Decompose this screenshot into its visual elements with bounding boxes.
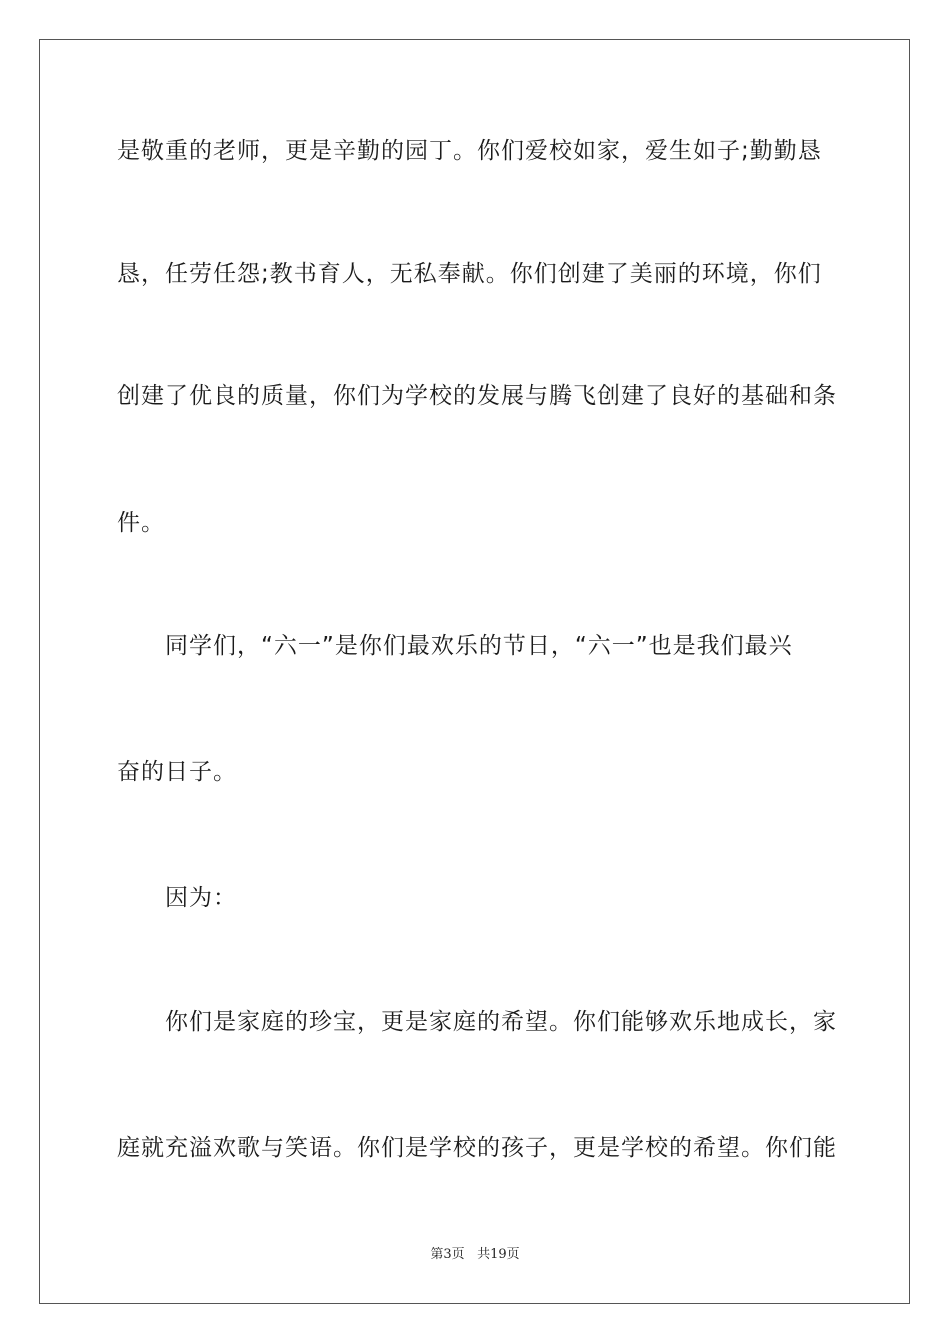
page-border xyxy=(39,39,910,1304)
text-line-3: 创建了优良的质量，你们为学校的发展与腾飞创建了良好的基础和条 xyxy=(117,383,837,409)
text-line-9: 庭就充溢欢歌与笑语。你们是学校的孩子，更是学校的希望。你们能 xyxy=(117,1135,837,1161)
page-number: 第3页 xyxy=(430,1247,465,1262)
total-pages: 共19页 xyxy=(477,1247,520,1262)
text-line-8: 你们是家庭的珍宝，更是家庭的希望。你们能够欢乐地成长，家 xyxy=(165,1009,837,1035)
text-line-7: 因为： xyxy=(165,885,237,911)
text-line-4: 件。 xyxy=(117,510,165,536)
text-line-6: 奋的日子。 xyxy=(117,759,237,785)
page-footer xyxy=(0,1246,950,1264)
text-line-1: 是敬重的老师，更是辛勤的园丁。你们爱校如家，爱生如子;勤勤恳 xyxy=(117,138,822,164)
text-line-2: 恳，任劳任怨;教书育人，无私奉献。你们创建了美丽的环境，你们 xyxy=(117,261,822,287)
text-line-5: 同学们，“六一”是你们最欢乐的节日，“六一”也是我们最兴 xyxy=(165,633,793,659)
